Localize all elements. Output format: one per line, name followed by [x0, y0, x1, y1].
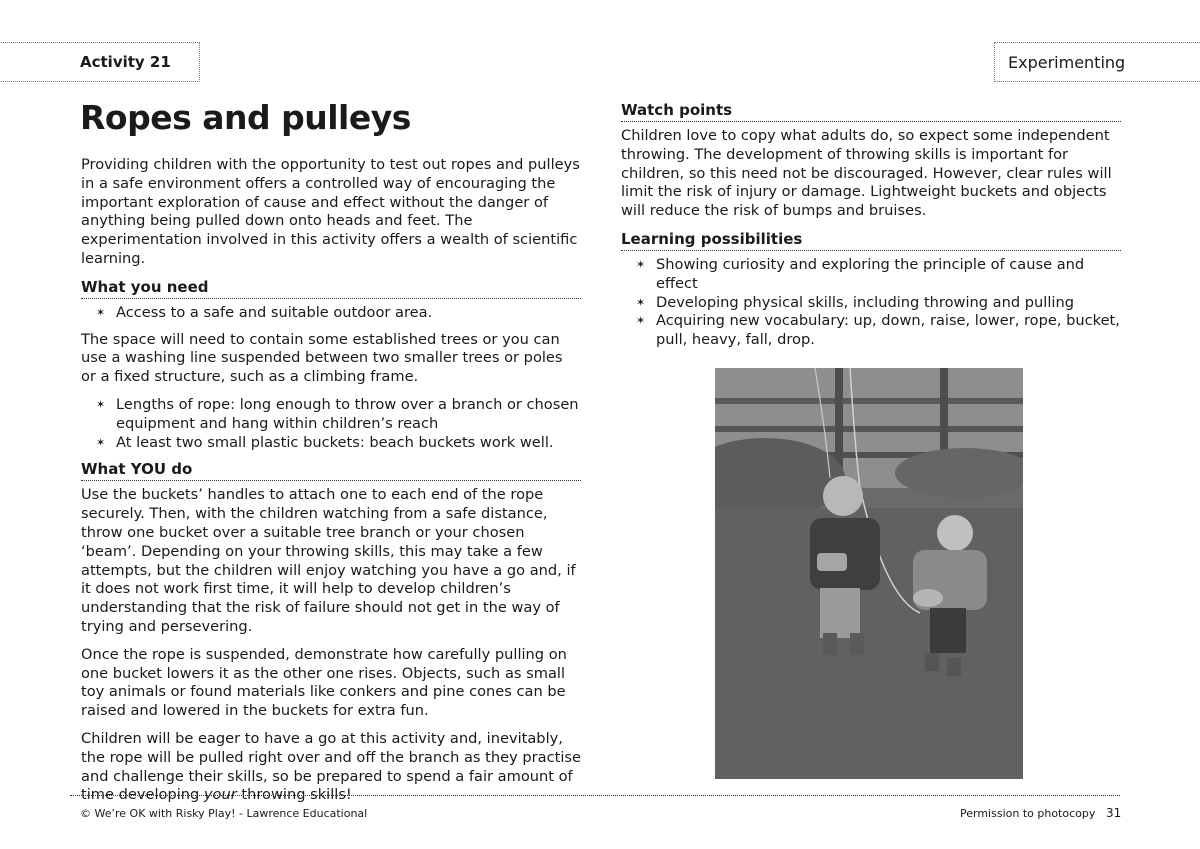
needs-list-b [81, 396, 581, 452]
intro-paragraph: Providing children with the opportunity to test out ropes and pulleys in a safe environment offers a controlled way of encouraging the important exploration of cause and effect without the danger of anything being pulled down onto heads and feet. The experimentation involved in this activity offers a wealth of scientific learning. [81, 156, 580, 267]
left-column [81, 156, 581, 814]
list-item: ✶ At least two small plastic buckets: beach buckets work well. [116, 434, 581, 453]
watch-points-paragraph: Children love to copy what adults do, so expect some independent throwing. The development of throwing skills is important for children, so this need not be discouraged. However, clear rules will limit the risk of injury or damage. Lightweight buckets and objects will reduce the risk of bumps and bruises. [621, 127, 1112, 220]
section-heading-what-you-do: What YOU do [81, 460, 581, 481]
right-column [621, 101, 1121, 358]
footer-divider [70, 795, 1120, 796]
footer-permission: Permission to photocopy [960, 807, 1096, 820]
page-title: Ropes and pulleys [80, 98, 411, 137]
list-item: ✶ Lengths of rope: long enough to throw over a branch or chosen equipment and hang within children’s reach [116, 396, 581, 434]
children-rope-photo [715, 368, 1023, 779]
list-item: ✶ Access to a safe and suitable outdoor area. [116, 304, 581, 323]
emphasis-text: your [203, 786, 237, 804]
instructions-paragraph: Use the buckets’ handles to attach one to each end of the rope securely. Then, with the children watching from a safe distance, throw one bucket over a suitable tree branch or your chosen ‘beam’. Depending on your throwing skills, this may take a few attempts, but the children will enjoy watching you have a go and, if it does not work first time, it will help to develop children’s understanding that the risk of failure should not get in the way of trying and persevering. [81, 486, 576, 635]
photo-illustration [715, 368, 1023, 779]
instructions-paragraph: Once the rope is suspended, demonstrate how carefully pulling on one bucket lowers it as the other one rises. Objects, such as small toy animals or found materials like conkers and pine cones can be raised and lowered in the buckets for extra fun. [81, 645, 567, 720]
activity-label-box [0, 42, 200, 82]
text-run: throwing skills! [236, 786, 352, 804]
learning-list [621, 256, 1121, 350]
list-item: ✶ Showing curiosity and exploring the principle of cause and effect [656, 256, 1121, 294]
needs-list-a [81, 304, 581, 323]
instructions-paragraph-final [81, 730, 581, 805]
footer-copyright: © We’re OK with Risky Play! - Lawrence Educational [80, 807, 368, 820]
activity-label: Activity 21 [80, 53, 171, 71]
section-heading-what-you-need: What you need [81, 278, 581, 299]
category-label: Experimenting [1008, 53, 1126, 72]
space-paragraph: The space will need to contain some established trees or you can use a washing line suspended between two smaller trees or poles or a fixed structure, such as a climbing frame. [81, 330, 563, 386]
list-item: ✶ Developing physical skills, including throwing and pulling [656, 294, 1121, 313]
section-heading-learning-possibilities: Learning possibilities [621, 230, 1121, 251]
category-label-box [994, 42, 1200, 82]
page-number: 31 [1106, 806, 1122, 820]
section-heading-watch-points: Watch points [621, 101, 1121, 122]
list-item: ✶ Acquiring new vocabulary: up, down, raise, lower, rope, bucket, pull, heavy, fall, drop. [656, 312, 1121, 350]
text-run: Children will be eager to have a go at this activity and, inevitably, the rope will be pulled right over and off the branch as they practise and challenge their skills, so be prepared to spend a fair amount of time developing [81, 729, 581, 804]
